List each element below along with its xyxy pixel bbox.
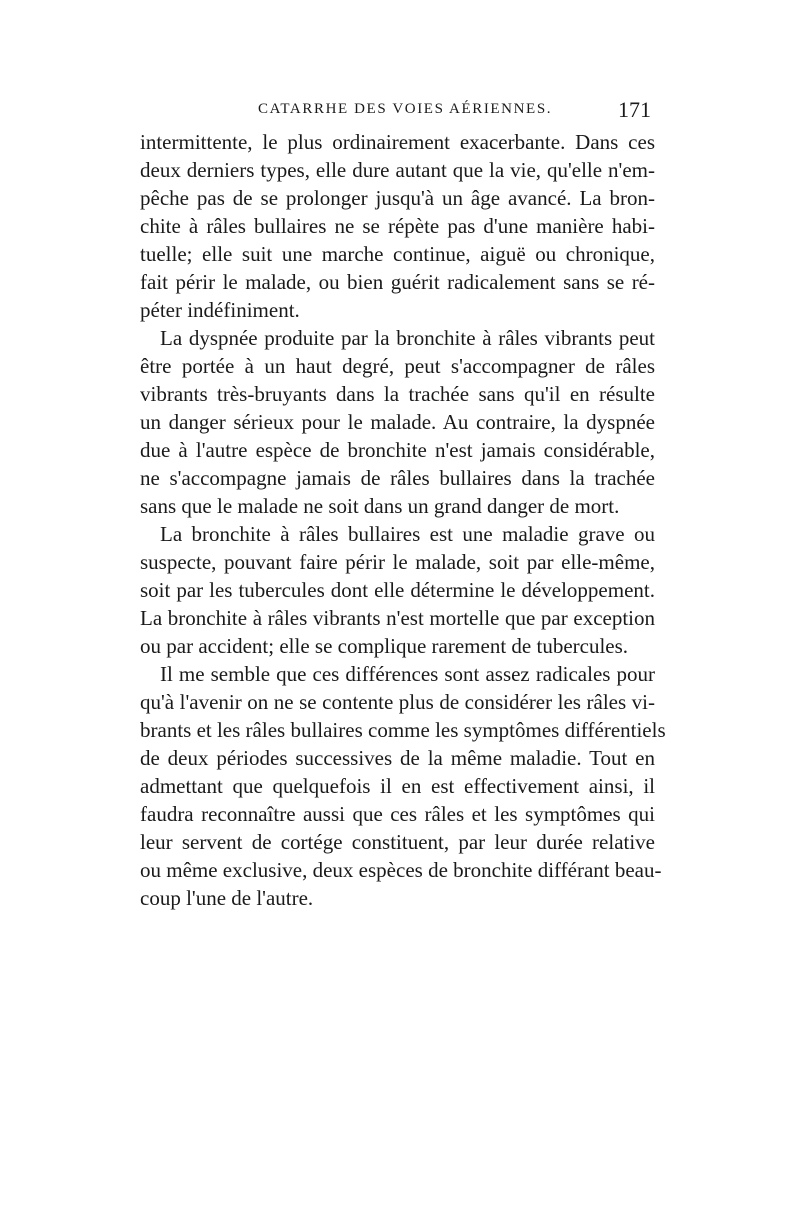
- running-head: [140, 97, 655, 127]
- text-line: suspecte, pouvant faire périr le malade, soit par elle-même,: [140, 550, 655, 574]
- paragraph: [140, 128, 655, 324]
- body-text: [140, 128, 666, 912]
- text-line: sans que le malade ne soit dans un grand danger de mort.: [140, 494, 620, 518]
- text-line: de deux périodes successives de la même maladie. Tout en: [140, 746, 655, 770]
- text-line: fait périr le malade, ou bien guérit radicalement sans se ré-: [140, 270, 655, 294]
- text-line: coup l'une de l'autre.: [140, 886, 314, 910]
- text-line: ou même exclusive, deux espèces de bronchite différant beau-: [140, 858, 662, 882]
- page-number: 171: [618, 97, 651, 122]
- text-line: être portée à un haut degré, peut s'accompagner de râles: [140, 354, 655, 378]
- text-line: La bronchite à râles bullaires est une maladie grave ou: [160, 522, 655, 546]
- running-title: CATARRHE DES VOIES AÉRIENNES.: [258, 101, 553, 117]
- text-line: chite à râles bullaires ne se répète pas d'une manière habi-: [140, 214, 655, 238]
- paragraph: [140, 520, 655, 660]
- text-line: deux derniers types, elle dure autant que la vie, qu'elle n'em-: [140, 158, 655, 182]
- text-line: soit par les tubercules dont elle détermine le développement.: [140, 578, 655, 602]
- text-line: pêche pas de se prolonger jusqu'à un âge avancé. La bron-: [140, 186, 655, 210]
- text-line: La bronchite à râles vibrants n'est mortelle que par exception: [140, 606, 655, 630]
- text-line: La dyspnée produite par la bronchite à râles vibrants peut: [160, 326, 655, 350]
- text-line: admettant que quelquefois il en est effectivement ainsi, il: [140, 774, 655, 798]
- text-line: un danger sérieux pour le malade. Au contraire, la dyspnée: [140, 410, 655, 434]
- text-line: Il me semble que ces différences sont assez radicales pour: [160, 662, 655, 686]
- paragraph: [140, 660, 666, 912]
- text-line: vibrants très-bruyants dans la trachée sans qu'il en résulte: [140, 382, 655, 406]
- text-line: leur servent de cortége constituent, par leur durée relative: [140, 830, 655, 854]
- text-line: intermittente, le plus ordinairement exacerbante. Dans ces: [140, 130, 655, 154]
- text-line: tuelle; elle suit une marche continue, aiguë ou chronique,: [140, 242, 655, 266]
- text-line: qu'à l'avenir on ne se contente plus de considérer les râles vi-: [140, 690, 655, 714]
- paragraph: [140, 324, 655, 520]
- text-line: péter indéfiniment.: [140, 298, 300, 322]
- text-line: ou par accident; elle se complique rarement de tubercules.: [140, 634, 629, 658]
- text-line: brants et les râles bullaires comme les symptômes différentiels: [140, 718, 666, 742]
- text-line: due à l'autre espèce de bronchite n'est jamais considérable,: [140, 438, 655, 462]
- text-line: ne s'accompagne jamais de râles bullaires dans la trachée: [140, 466, 655, 490]
- text-line: faudra reconnaître aussi que ces râles et les symptômes qui: [140, 802, 655, 826]
